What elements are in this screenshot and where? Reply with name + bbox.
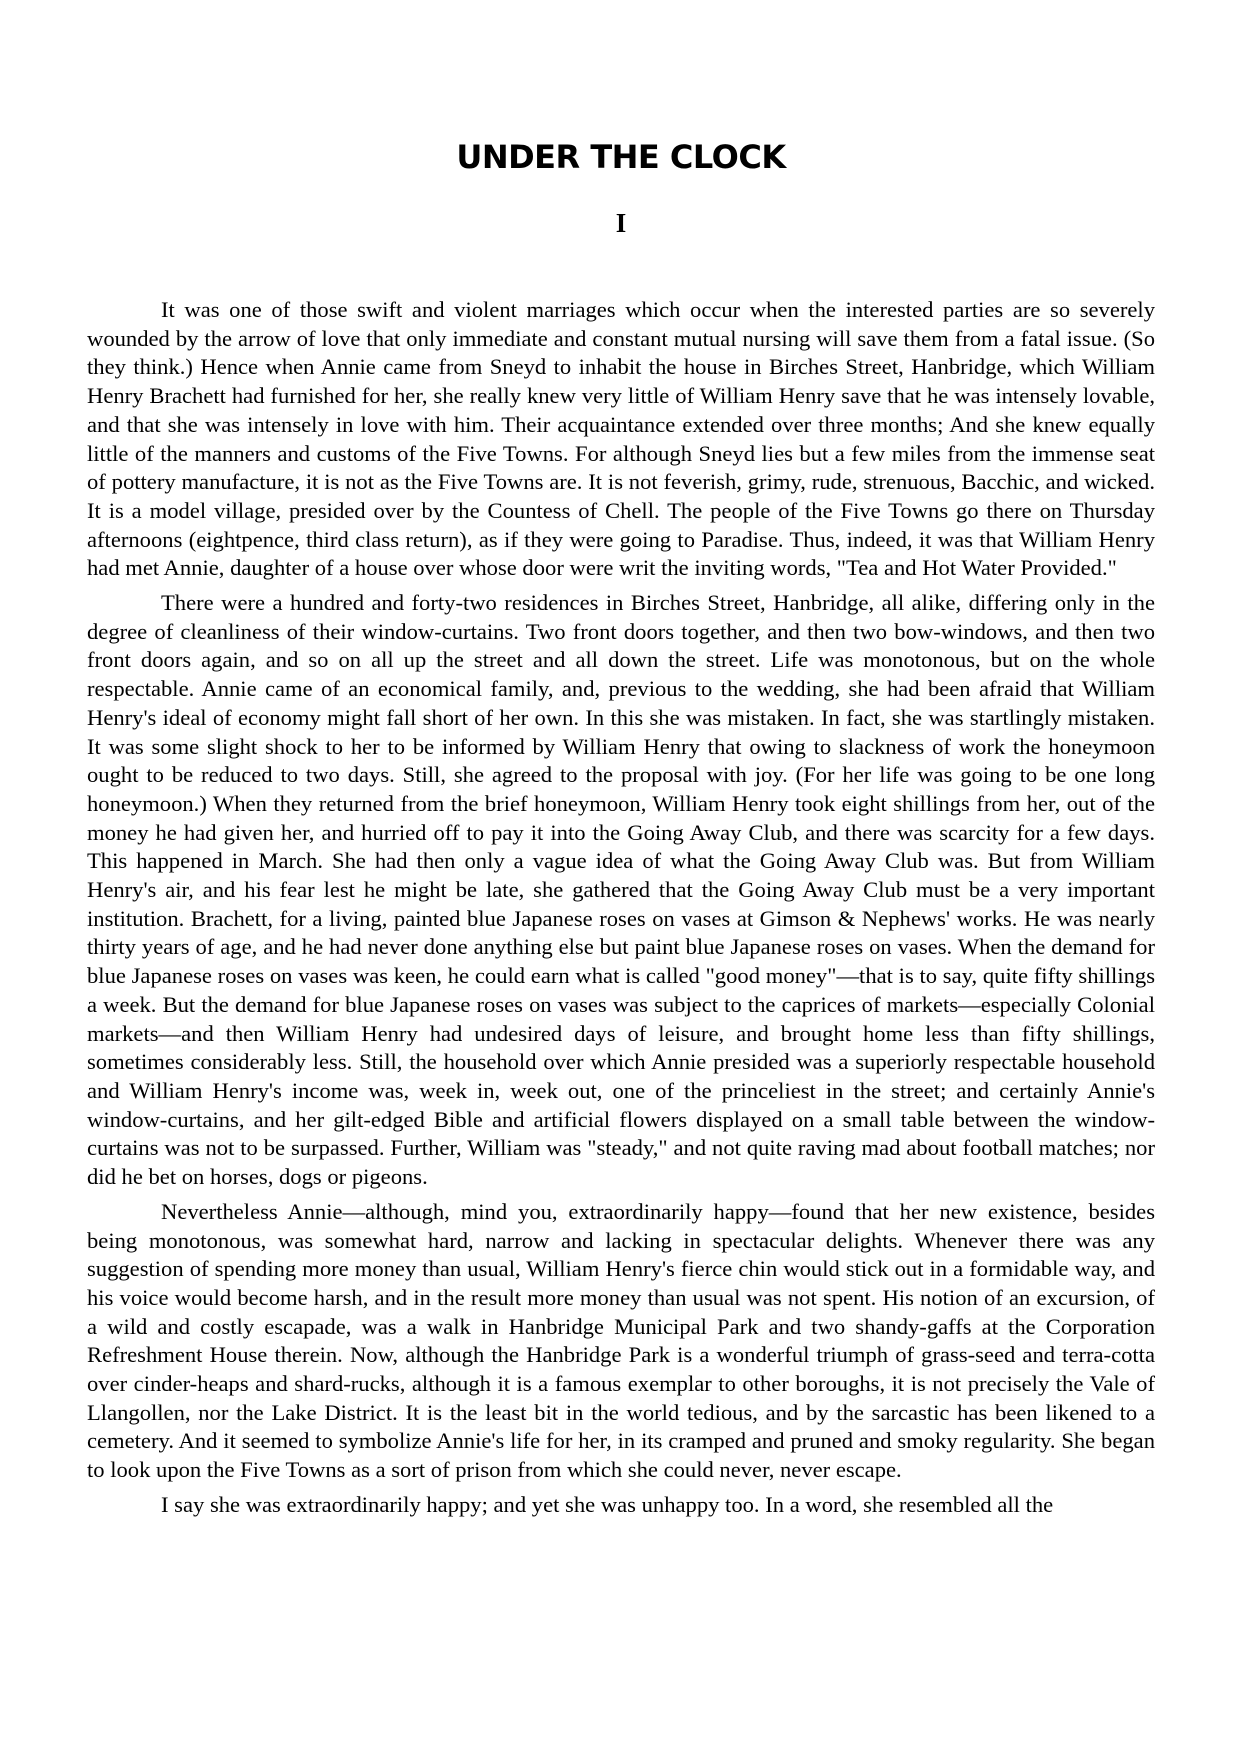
paragraph: There were a hundred and forty-two residences in Birches Street, Hanbridge, all alike, differing only in the degree of cleanliness of their window-curtains. Two front doors together, and then two bow-windows, and then two front doors again, and so on all up the street and all down the street. Life was monotonous, but on the whole respectable. Annie came of an economical family, and, previous to the wedding, she had been afraid that William Henry's ideal of economy might fall short of her own. In this she was mistaken. In fact, she was startlingly mistaken. It was some slight shock to her to be informed by William Henry that owing to slackness of work the honeymoon ought to be reduced to two days. Still, she agreed to the proposal with joy. (For her life was going to be one long honeymoon.) When they returned from the brief honeymoon, William Henry took eight shillings from her, out of the money he had given her, and hurried off to pay it into the Going Away Club, and there was scarcity for a few days. This happened in March. She had then only a vague idea of what the Going Away Club was. But from William Henry's air, and his fear lest he might be late, she gathered that the Going Away Club must be a very important institution. Brachett, for a living, painted blue Japanese roses on vases at Gimson & Nephews' works. He was nearly thirty years of age, and he had never done anything else but paint blue Japanese roses on vases. When the demand for blue Japanese roses on vases was keen, he could earn what is called "good money"—that is to say, quite fifty shillings a week. But the demand for blue Japanese roses on vases was subject to the caprices of markets—especially Colonial markets—and then William Henry had undesired days of leisure, and brought home less than fifty shillings, sometimes considerably less. Still, the household over which Annie presided was a superiorly respectable household and William Henry's income was, week in, week out, one of the princeliest in the street; and certainly Annie's window-curtains, and her gilt-edged Bible and artificial flowers displayed on a small table between the window-curtains was not to be surpassed. Further, William was "steady," and not quite raving mad about football matches; nor did he bet on horses, dogs or pigeons. [87, 590, 1155, 1190]
story-title: UNDER THE CLOCK [456, 138, 786, 176]
paragraph: I say she was extraordinarily happy; and yet she was unhappy too. In a word, she resembled all the [161, 1491, 1054, 1517]
paragraph: Nevertheless Annie—although, mind you, extraordinarily happy—found that her new existence, besides being monotonous, was somewhat hard, narrow and lacking in spectacular delights. Whenever there was any suggestion of spending more money than usual, William Henry's fierce chin would stick out in a formidable way, and his voice would become harsh, and in the result more money than usual was not spent. His notion of an excursion, of a wild and costly escapade, was a walk in Hanbridge Municipal Park and two shandy-gaffs at the Corporation Refreshment House therein. Now, although the Hanbridge Park is a wonderful triumph of grass-seed and terra-cotta over cinder-heaps and shard-rucks, although it is a famous exemplar to other boroughs, it is not precisely the Vale of Llangollen, nor the Lake District. It is the least bit in the world tedious, and by the sarcastic has been likened to a cemetery. And it seemed to symbolize Annie's life for her, in its cramped and pruned and smoky regularity. She began to look upon the Five Towns as a sort of prison from which she could never, never escape. [87, 1198, 1155, 1483]
body-text [87, 296, 1155, 1526]
chapter-number: I [615, 208, 627, 238]
paragraph: It was one of those swift and violent marriages which occur when the interested parties are so severely wounded by the arrow of love that only immediate and constant mutual nursing will save them from a fatal issue. (So they think.) Hence when Annie came from Sneyd to inhabit the house in Birches Street, Hanbridge, which William Henry Brachett had furnished for her, she really knew very little of William Henry save that he was intensely lovable, and that she was intensely in love with him. Their acquaintance extended over three months; And she knew equally little of the manners and customs of the Five Towns. For although Sneyd lies but a few miles from the immense seat of pottery manufacture, it is not as the Five Towns are. It is not feverish, grimy, rude, strenuous, Bacchic, and wicked. It is a model village, presided over by the Countess of Chell. The people of the Five Towns go there on Thursday afternoons (eightpence, third class return), as if they were going to Paradise. Thus, indeed, it was that William Henry had met Annie, daughter of a house over whose door were writ the inviting words, "Tea and Hot Water Provided." [87, 297, 1155, 581]
